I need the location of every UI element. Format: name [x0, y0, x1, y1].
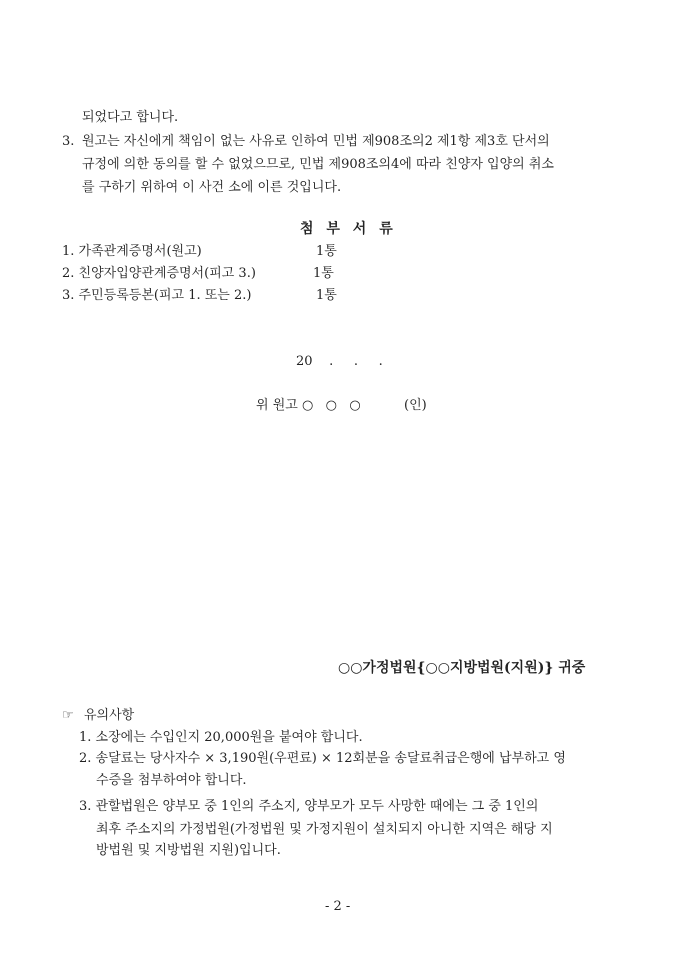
attachment-item-name: 3. 주민등록등본(피고 1. 또는 2.) — [62, 288, 252, 303]
notes-item3-line3: 방법원 및 지방법원 지원)입니다. — [96, 843, 281, 858]
notes-item2-line2: 수증을 첨부하여야 합니다. — [96, 773, 247, 788]
attachments-title: 첨 부 서 류 — [300, 221, 397, 237]
body-item3-number: 3. — [62, 134, 75, 149]
signature-date: 20 . . . — [296, 354, 383, 369]
notes-header-icon: ☞ — [62, 708, 74, 723]
court-addressee: ○○가정법원{○○지방법원(지원)} 귀중 — [338, 660, 586, 676]
body-item3-line3: 를 구하기 위하여 이 사건 소에 이른 것입니다. — [82, 180, 342, 195]
attachment-item-count: 1통 — [313, 266, 334, 281]
body-item3-line2: 규정에 의한 동의를 할 수 없었으므로, 민법 제908조의4에 따라 친양자 입양의 취소 — [82, 157, 554, 172]
signature-signer: 위 원고 ○ ○ ○ — [256, 398, 361, 413]
signature-seal: (인) — [404, 398, 427, 413]
attachment-item-name: 2. 친양자입양관계증명서(피고 3.) — [62, 266, 256, 281]
attachment-item-name: 1. 가족관계증명서(원고) — [62, 244, 202, 259]
body-item3-line1: 원고는 자신에게 책임이 없는 사유로 인하여 민법 제908조의2 제1항 제3호 단서의 — [82, 134, 550, 149]
page-number: - 2 - — [325, 899, 351, 914]
notes-item1: 1. 소장에는 수입인지 20,000원을 붙여야 합니다. — [79, 730, 363, 745]
body-line-continued: 되었다고 합니다. — [82, 110, 179, 125]
notes-header: 유의사항 — [84, 708, 135, 723]
notes-item3-line1: 3. 관할법원은 양부모 중 1인의 주소지, 양부모가 모두 사망한 때에는 그 중 1인의 — [79, 799, 539, 814]
notes-item3-line2: 최후 주소지의 가정법원(가정법원 및 가정지원이 설치되지 아니한 지역은 해당 지 — [96, 822, 553, 837]
notes-item2-line1: 2. 송달료는 당사자수 × 3,190원(우편료) × 12회분을 송달료취급은행에 납부하고 영 — [79, 751, 566, 766]
attachment-item-count: 1통 — [316, 288, 337, 303]
attachment-item-count: 1통 — [316, 244, 337, 259]
